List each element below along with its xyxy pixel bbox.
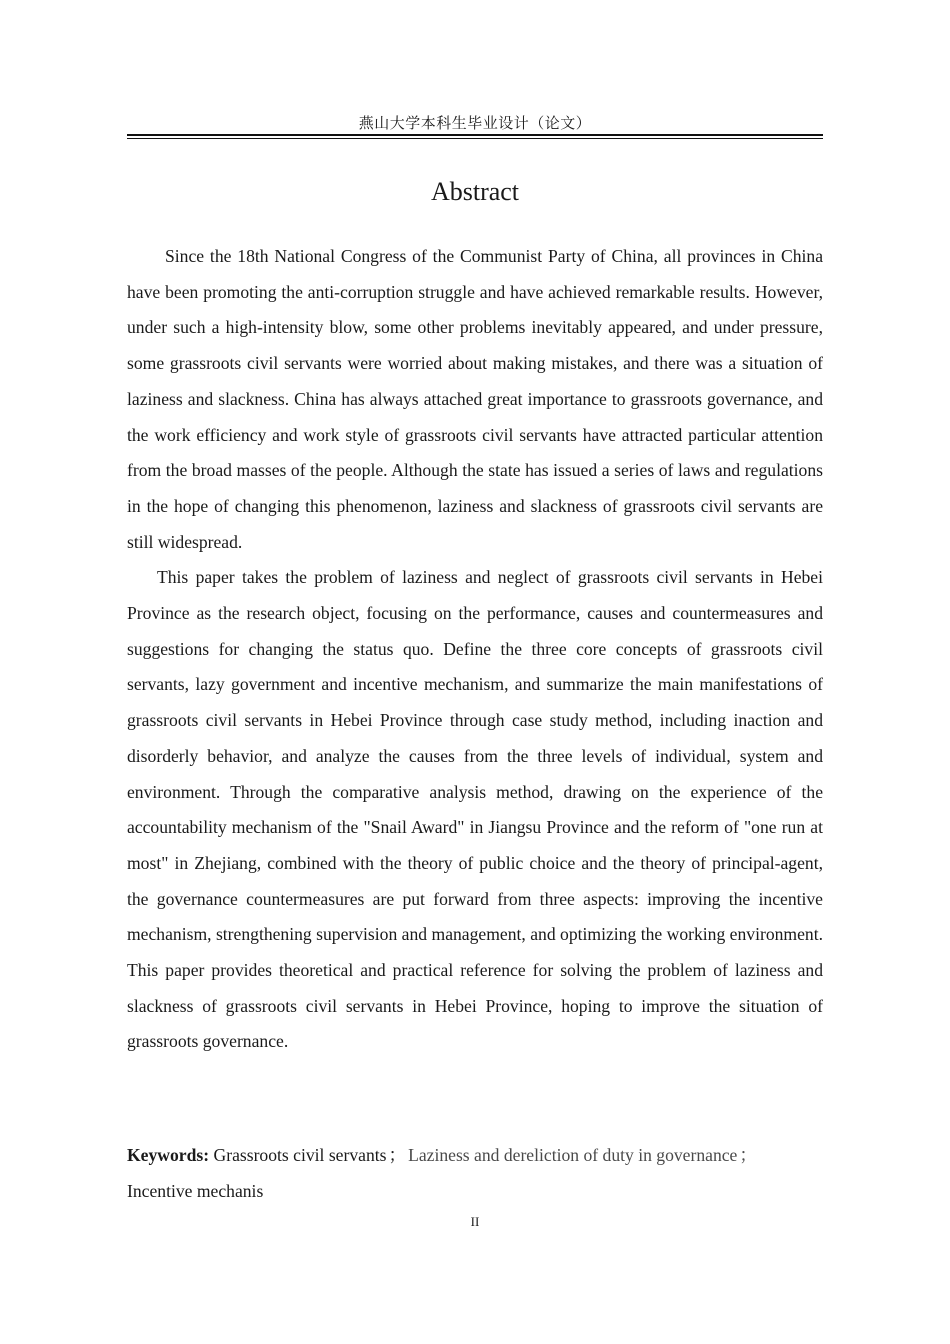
keywords-label: Keywords: — [127, 1145, 210, 1165]
header-rule-thin — [127, 138, 823, 139]
abstract-title: Abstract — [430, 177, 520, 206]
abstract-paragraph-2: This paper takes the problem of laziness and neglect of grassroots civil servants in Hebei Province as the research object, focusing on the performance, causes and countermeasures and suggestions for changing the status quo. Define the three core concepts of grassroots civil servants, lazy government and incentive mechanism, and summarize the main manifestations of grassroots civil servants in Hebei Province through case study method, including inaction and disorderly behavior, and analyze the causes from the three levels of individual, system and environment. Through the comparative analysis method, drawing on the experience of the accountability mechanism of the "Snail Award" in Jiangsu Province and the reform of "one run at most" in Zhejiang, combined with the theory of public choice and the theory of principal-agent, the governance countermeasures are put forward from three aspects: improving the incentive mechanism, strengthening supervision and management, and optimizing the working environment. This paper provides theoretical and practical reference for solving the problem of laziness and slackness of grassroots civil servants in Hebei Province, hoping to improve the situation of grassroots governance. — [127, 567, 823, 1052]
header-rule-thick — [127, 134, 823, 136]
running-header: 燕山大学本科生毕业设计（论文） — [358, 116, 592, 132]
keyword-item: Incentive mechanis — [127, 1180, 264, 1201]
abstract-body — [127, 239, 823, 1060]
keyword-separator: ； — [739, 1145, 757, 1165]
page-number: II — [470, 1214, 480, 1229]
keyword-item: Grassroots civil servants — [213, 1145, 387, 1165]
abstract-paragraph-1: Since the 18th National Congress of the Communist Party of China, all provinces in China have been promoting the anti-corruption struggle and have achieved remarkable results. However, under such a high-intensity blow, some other problems inevitably appeared, and under pressure, some grassroots civil servants were worried about making mistakes, and there was a situation of laziness and slackness. China has always attached great importance to grassroots governance, and the work efficiency and work style of grassroots civil servants have attracted particular attention from the broad masses of the people. Although the state has issued a series of laws and regulations in the hope of changing this phenomenon, laziness and slackness of grassroots civil servants are still widespread. — [127, 246, 823, 552]
keyword-item: Laziness and dereliction of duty in governance — [408, 1145, 738, 1165]
keyword-separator: ； — [388, 1145, 407, 1165]
keywords-line — [127, 1138, 823, 1209]
